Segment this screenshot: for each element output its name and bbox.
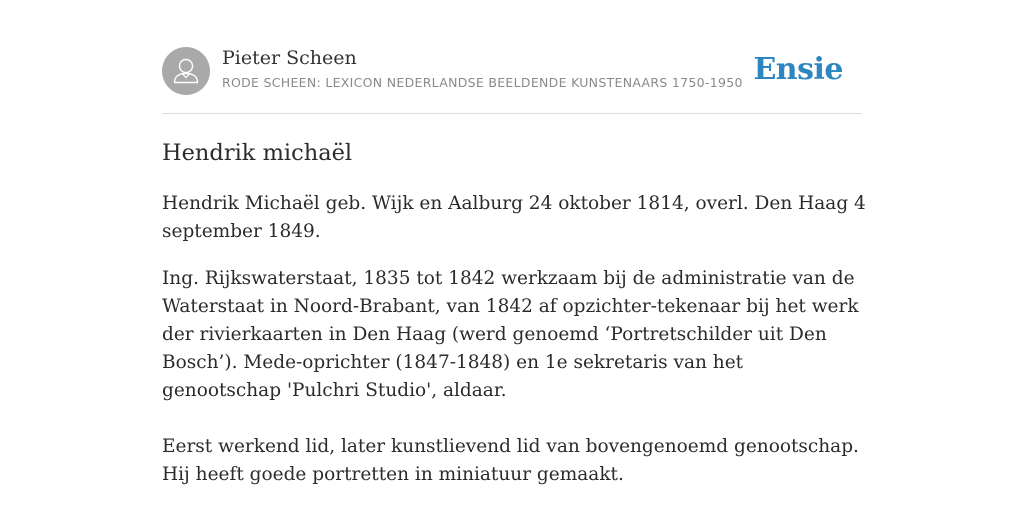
article-paragraph-2: Ing. Rijkswaterstaat, 1835 tot 1842 werkzaam bij de administratie van de Waterstaat in Noord-Brabant, van 1842 af opzichter-tekenaar bij het werk der rivierkaarten in Den Haag (werd genoemd ‘Portretschilder uit Den Bosch’). Mede-oprichter (1847-1848) en 1e sekretaris van het genootschap 'Pulchri Studio', aldaar. xyxy=(162,268,859,401)
article-paragraph-3: Eerst werkend lid, later kunstlievend lid van bovengenoemd genootschap. Hij heeft goede portretten in miniatuur gemaakt. xyxy=(162,436,859,485)
source-title[interactable]: RODE SCHEEN: LEXICON NEDERLANDSE BEELDENDE KUNSTENAARS 1750-1950 xyxy=(222,75,743,90)
header-divider xyxy=(162,113,862,114)
article-paragraph-1: Hendrik Michaël geb. Wijk en Aalburg 24 oktober 1814, overl. Den Haag 4 september 1849. xyxy=(162,193,866,242)
article-title: Hendrik michaël xyxy=(162,140,353,166)
author-avatar[interactable] xyxy=(162,47,210,95)
ensie-logo[interactable]: Ensie xyxy=(753,52,843,87)
user-avatar-icon xyxy=(162,47,210,95)
author-name[interactable]: Pieter Scheen xyxy=(222,47,357,69)
article-header xyxy=(162,46,862,114)
